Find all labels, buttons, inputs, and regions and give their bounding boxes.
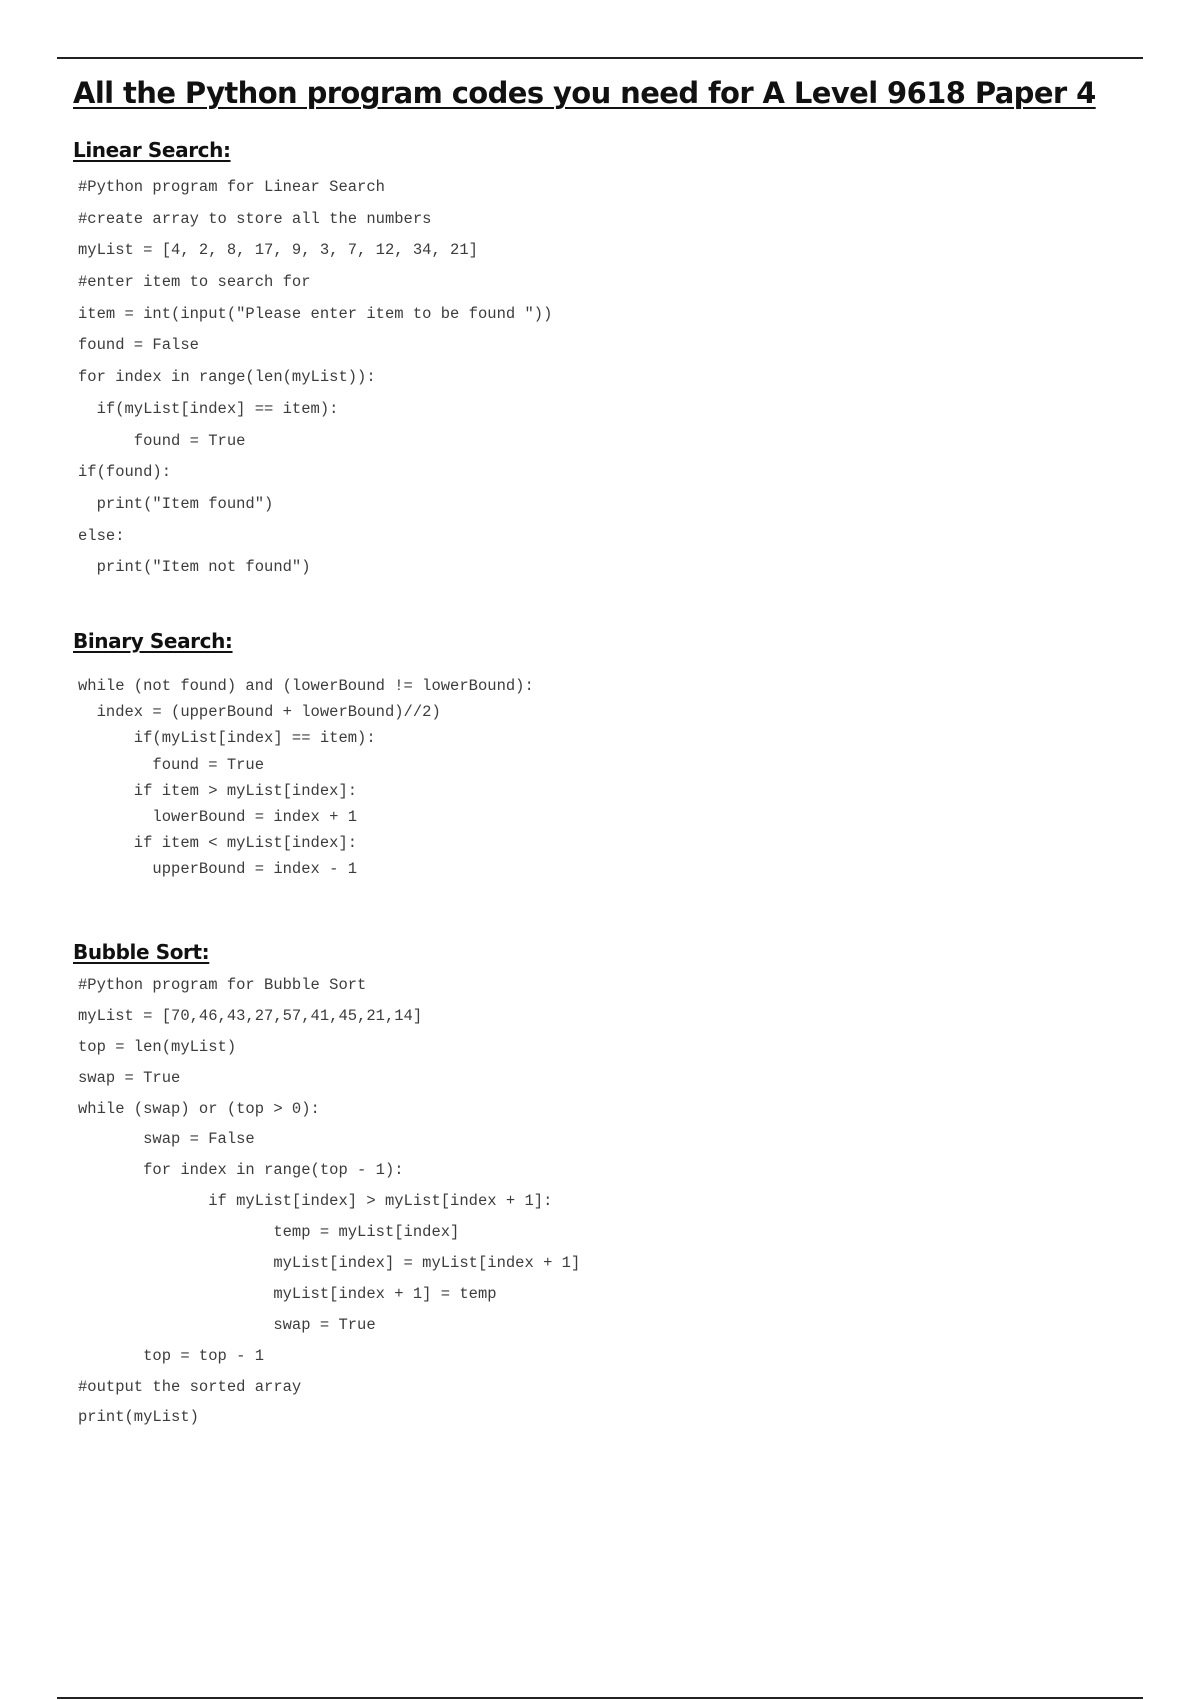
- code-line: print(myList): [78, 1408, 199, 1427]
- code-line: if item < myList[index]:: [78, 834, 358, 853]
- top-rule: [57, 57, 1143, 59]
- code-line: myList[index + 1] = temp: [78, 1284, 497, 1303]
- bubble-sort-heading: Bubble Sort:: [73, 940, 210, 964]
- code-line: #Python program for Linear Search: [78, 178, 385, 196]
- code-line: swap = False: [78, 1130, 255, 1149]
- code-line: index = (upperBound + lowerBound)//2): [78, 703, 441, 722]
- code-line: print("Item found"): [78, 494, 274, 513]
- code-line: if item > myList[index]:: [78, 781, 358, 800]
- code-line: lowerBound = index + 1: [78, 807, 358, 826]
- bubble-sort-code: [78, 970, 580, 1433]
- code-line: if myList[index] > myList[index + 1]:: [78, 1192, 553, 1211]
- code-line: top = top - 1: [78, 1346, 265, 1365]
- code-line: found = True: [78, 755, 265, 774]
- code-line: #enter item to search for: [78, 273, 311, 292]
- code-line: if(myList[index] == item):: [78, 729, 376, 748]
- bottom-rule: [57, 1697, 1143, 1699]
- code-line: found = True: [78, 431, 246, 450]
- linear-search-heading: Linear Search:: [73, 138, 231, 162]
- code-line: top = len(myList): [78, 1037, 237, 1056]
- binary-search-heading: Binary Search:: [73, 629, 233, 653]
- code-line: if(found):: [78, 463, 172, 482]
- code-line: print("Item not found"): [78, 558, 311, 577]
- binary-search-code: [78, 673, 534, 883]
- code-line: while (swap) or (top > 0):: [78, 1099, 320, 1118]
- code-line: #output the sorted array: [78, 1377, 302, 1396]
- code-line: else:: [78, 526, 125, 545]
- code-line: item = int(input("Please enter item to be found ")): [78, 304, 553, 323]
- code-line: if(myList[index] == item):: [78, 399, 339, 418]
- code-line: #create array to store all the numbers: [78, 209, 432, 228]
- code-line: myList = [70,46,43,27,57,41,45,21,14]: [78, 1006, 423, 1025]
- document-title: All the Python program codes you need for A Level 9618 Paper 4: [73, 76, 1096, 110]
- code-line: temp = myList[index]: [78, 1223, 460, 1242]
- code-line: while (not found) and (lowerBound != lowerBound):: [78, 677, 534, 695]
- code-line: myList = [4, 2, 8, 17, 9, 3, 7, 12, 34, 21]: [78, 241, 478, 260]
- linear-search-code: [78, 172, 552, 584]
- code-line: myList[index] = myList[index + 1]: [78, 1254, 581, 1273]
- code-line: for index in range(len(myList)):: [78, 368, 376, 387]
- code-line: upperBound = index - 1: [78, 860, 358, 879]
- code-line: found = False: [78, 336, 199, 355]
- code-line: for index in range(top - 1):: [78, 1161, 404, 1180]
- code-line: #Python program for Bubble Sort: [78, 976, 367, 994]
- code-line: swap = True: [78, 1315, 376, 1334]
- code-line: swap = True: [78, 1068, 181, 1087]
